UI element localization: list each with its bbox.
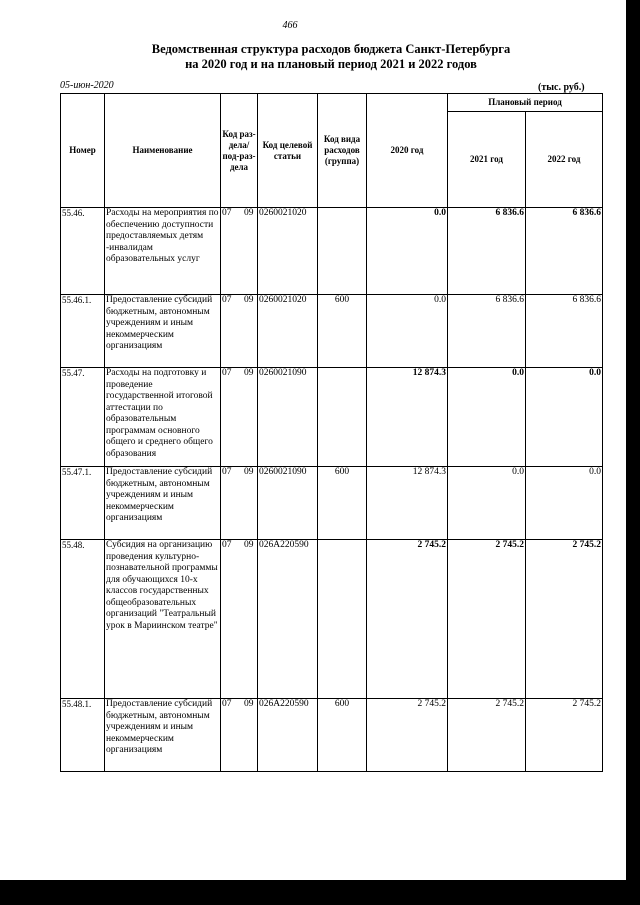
units-label: (тыс. руб.)	[538, 82, 585, 93]
section-code: 07	[222, 699, 232, 709]
row-target-code: 0260021020	[258, 208, 318, 295]
row-amount-2021: 6 836.6	[448, 208, 526, 295]
row-name: Расходы на мероприятия по обеспечению доступности предоставляемых детям -инвалидам образовательных услуг	[105, 208, 221, 295]
table-row	[61, 540, 603, 699]
row-number: 55.48.	[61, 540, 105, 699]
section-code: 07	[222, 295, 232, 305]
subsection-code: 09	[244, 208, 254, 218]
row-expense-type: 600	[318, 295, 367, 368]
section-code: 07	[222, 208, 232, 218]
row-expense-type	[318, 540, 367, 699]
row-name: Субсидия на организацию проведения культурно-познавательной программы для обучающихся 10-х классов государственных общеобразовательных организаций "Театральный урок в Мариинском театре"	[105, 540, 221, 699]
header-section: Код раз-дела/ под-раз-дела	[221, 94, 258, 208]
row-name: Предоставление субсидий бюджетным, автономным учреждениям и иным некоммерческим организациям	[105, 295, 221, 368]
row-section-code	[221, 368, 258, 467]
row-amount-2021: 0.0	[448, 368, 526, 467]
header-2022: 2022 год	[526, 112, 603, 208]
row-amount-2020: 0.0	[367, 295, 448, 368]
section-code: 07	[222, 467, 232, 477]
header-target: Код целевой статьи	[258, 94, 318, 208]
row-expense-type: 600	[318, 699, 367, 772]
document-title	[60, 42, 602, 72]
subsection-code: 09	[244, 540, 254, 550]
row-amount-2022: 2 745.2	[526, 540, 603, 699]
row-amount-2020: 12 874.3	[367, 467, 448, 540]
document-date: 05-июн-2020	[60, 80, 114, 91]
title-line-2: на 2020 год и на плановый период 2021 и 2022 годов	[185, 57, 477, 71]
row-amount-2021: 6 836.6	[448, 295, 526, 368]
row-section-code	[221, 295, 258, 368]
row-section-code	[221, 699, 258, 772]
row-target-code: 0260021090	[258, 368, 318, 467]
title-line-1: Ведомственная структура расходов бюджета Санкт-Петербурга	[151, 42, 511, 56]
row-amount-2022: 6 836.6	[526, 295, 603, 368]
row-amount-2021: 2 745.2	[448, 699, 526, 772]
row-amount-2021: 2 745.2	[448, 540, 526, 699]
header-planned-period: Плановый период	[448, 94, 603, 112]
row-name: Предоставление субсидий бюджетным, автономным учреждениям и иным некоммерческим организациям	[105, 699, 221, 772]
row-target-code: 026A220590	[258, 540, 318, 699]
row-number: 55.47.1.	[61, 467, 105, 540]
subsection-code: 09	[244, 699, 254, 709]
scan-border-bottom	[0, 880, 640, 905]
header-2021: 2021 год	[448, 112, 526, 208]
row-target-code: 026A220590	[258, 699, 318, 772]
row-section-code	[221, 208, 258, 295]
page-number: 466	[282, 20, 298, 31]
scan-border-right	[626, 0, 640, 905]
row-name: Расходы на подготовку и проведение государственной итоговой аттестации по образовательным программам основного общего и среднего общего образования	[105, 368, 221, 467]
row-section-code	[221, 540, 258, 699]
row-amount-2022: 0.0	[526, 467, 603, 540]
row-name: Предоставление субсидий бюджетным, автономным учреждениям и иным некоммерческим организациям	[105, 467, 221, 540]
subsection-code: 09	[244, 295, 254, 305]
table-row	[61, 467, 603, 540]
table-row	[61, 699, 603, 772]
row-number: 55.46.1.	[61, 295, 105, 368]
section-code: 07	[222, 368, 232, 378]
budget-table	[60, 93, 603, 772]
header-2020: 2020 год	[367, 94, 448, 208]
row-number: 55.46.	[61, 208, 105, 295]
row-target-code: 0260021090	[258, 467, 318, 540]
subsection-code: 09	[244, 368, 254, 378]
row-expense-type	[318, 368, 367, 467]
row-amount-2020: 2 745.2	[367, 699, 448, 772]
row-amount-2022: 0.0	[526, 368, 603, 467]
subsection-code: 09	[244, 467, 254, 477]
row-expense-type: 600	[318, 467, 367, 540]
table-row	[61, 208, 603, 295]
row-number: 55.48.1.	[61, 699, 105, 772]
row-amount-2022: 6 836.6	[526, 208, 603, 295]
row-amount-2020: 2 745.2	[367, 540, 448, 699]
section-code: 07	[222, 540, 232, 550]
row-amount-2020: 12 874.3	[367, 368, 448, 467]
header-number: Номер	[61, 94, 105, 208]
table-row	[61, 295, 603, 368]
row-amount-2022: 2 745.2	[526, 699, 603, 772]
header-name: Наименование	[105, 94, 221, 208]
row-number: 55.47.	[61, 368, 105, 467]
row-amount-2021: 0.0	[448, 467, 526, 540]
header-expense-type: Код вида расходов (группа)	[318, 94, 367, 208]
row-section-code	[221, 467, 258, 540]
row-expense-type	[318, 208, 367, 295]
row-target-code: 0260021020	[258, 295, 318, 368]
row-amount-2020: 0.0	[367, 208, 448, 295]
table-row	[61, 368, 603, 467]
